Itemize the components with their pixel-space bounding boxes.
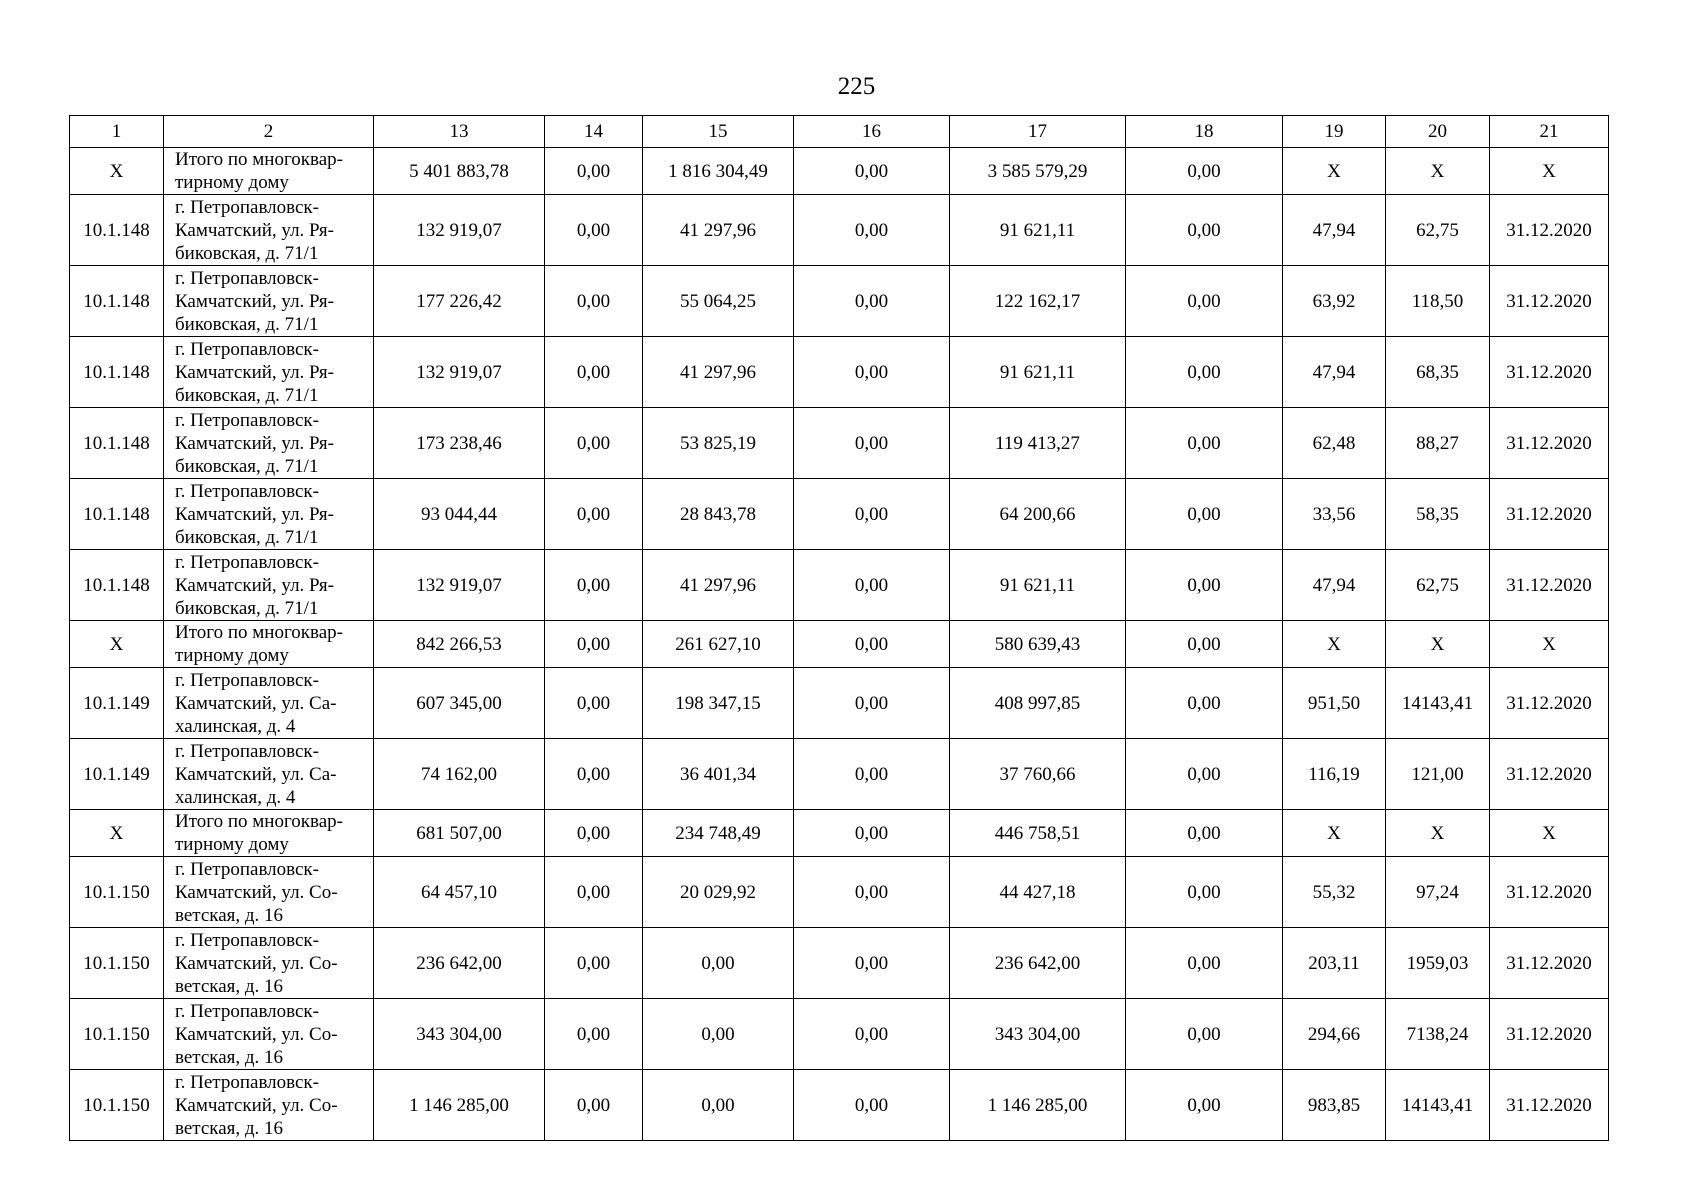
table-row bbox=[70, 337, 1609, 408]
cell-col-15: 41 297,96 bbox=[643, 550, 794, 621]
cell-number: 10.1.148 bbox=[70, 479, 164, 550]
cell-col-20: 62,75 bbox=[1386, 550, 1490, 621]
cell-col-18: 0,00 bbox=[1126, 857, 1283, 928]
cell-address: г. Петропавловск-Камчатский, ул. Ря-биковская, д. 71/1 bbox=[164, 479, 374, 550]
cell-col-15: 234 748,49 bbox=[643, 810, 794, 857]
cell-address: г. Петропавловск-Камчатский, ул. Ря-биковская, д. 71/1 bbox=[164, 337, 374, 408]
cell-col-14: 0,00 bbox=[545, 195, 643, 266]
cell-col-17: 44 427,18 bbox=[950, 857, 1126, 928]
cell-col-20: 121,00 bbox=[1386, 739, 1490, 810]
cell-col-16: 0,00 bbox=[794, 148, 950, 195]
total-row bbox=[70, 810, 1609, 857]
cell-col-17: 64 200,66 bbox=[950, 479, 1126, 550]
cell-col-15: 36 401,34 bbox=[643, 739, 794, 810]
table-row bbox=[70, 739, 1609, 810]
cell-col-14: 0,00 bbox=[545, 337, 643, 408]
cell-col-18: 0,00 bbox=[1126, 999, 1283, 1070]
cell-col-20: 88,27 bbox=[1386, 408, 1490, 479]
cell-col-19: X bbox=[1283, 148, 1386, 195]
cell-col-19: 983,85 bbox=[1283, 1070, 1386, 1141]
cell-col-20: 14143,41 bbox=[1386, 668, 1490, 739]
cell-col-19: 294,66 bbox=[1283, 999, 1386, 1070]
cell-number: X bbox=[70, 148, 164, 195]
cell-col-18: 0,00 bbox=[1126, 668, 1283, 739]
cell-col-20: 118,50 bbox=[1386, 266, 1490, 337]
table-header-row bbox=[70, 116, 1609, 148]
cell-col-15: 0,00 bbox=[643, 999, 794, 1070]
cell-col-20: 58,35 bbox=[1386, 479, 1490, 550]
cell-col-16: 0,00 bbox=[794, 408, 950, 479]
cell-col-15: 261 627,10 bbox=[643, 621, 794, 668]
header-cell: 20 bbox=[1386, 116, 1490, 148]
cell-col-14: 0,00 bbox=[545, 668, 643, 739]
cell-col-17: 236 642,00 bbox=[950, 928, 1126, 999]
cell-col-13: 681 507,00 bbox=[374, 810, 545, 857]
cell-col-20: 68,35 bbox=[1386, 337, 1490, 408]
cell-address: г. Петропавловск-Камчатский, ул. Ря-биковская, д. 71/1 bbox=[164, 550, 374, 621]
cell-col-17: 91 621,11 bbox=[950, 550, 1126, 621]
cell-col-14: 0,00 bbox=[545, 857, 643, 928]
cell-col-16: 0,00 bbox=[794, 266, 950, 337]
cell-col-21: 31.12.2020 bbox=[1490, 739, 1609, 810]
header-cell: 21 bbox=[1490, 116, 1609, 148]
cell-col-16: 0,00 bbox=[794, 621, 950, 668]
cell-number: 10.1.148 bbox=[70, 550, 164, 621]
cell-col-13: 74 162,00 bbox=[374, 739, 545, 810]
cell-number: 10.1.148 bbox=[70, 195, 164, 266]
cell-col-17: 408 997,85 bbox=[950, 668, 1126, 739]
total-row bbox=[70, 148, 1609, 195]
cell-col-14: 0,00 bbox=[545, 1070, 643, 1141]
cell-number: X bbox=[70, 621, 164, 668]
cell-address: г. Петропавловск-Камчатский, ул. Со-ветская, д. 16 bbox=[164, 1070, 374, 1141]
cell-col-13: 1 146 285,00 bbox=[374, 1070, 545, 1141]
table-body bbox=[70, 116, 1609, 1141]
cell-number: 10.1.148 bbox=[70, 266, 164, 337]
cell-address: Итого по многоквар-тирному дому bbox=[164, 810, 374, 857]
cell-col-21: 31.12.2020 bbox=[1490, 999, 1609, 1070]
cell-number: 10.1.150 bbox=[70, 857, 164, 928]
cell-col-16: 0,00 bbox=[794, 668, 950, 739]
cell-col-17: 3 585 579,29 bbox=[950, 148, 1126, 195]
cell-col-17: 37 760,66 bbox=[950, 739, 1126, 810]
cell-address: Итого по многоквар-тирному дому bbox=[164, 148, 374, 195]
cell-col-20: 14143,41 bbox=[1386, 1070, 1490, 1141]
page-number: 225 bbox=[837, 73, 876, 100]
cell-col-18: 0,00 bbox=[1126, 621, 1283, 668]
cell-col-20: X bbox=[1386, 148, 1490, 195]
cell-col-14: 0,00 bbox=[545, 999, 643, 1070]
cell-col-21: 31.12.2020 bbox=[1490, 857, 1609, 928]
cell-col-20: 7138,24 bbox=[1386, 999, 1490, 1070]
table-row bbox=[70, 857, 1609, 928]
cell-col-21: 31.12.2020 bbox=[1490, 266, 1609, 337]
cell-col-21: X bbox=[1490, 621, 1609, 668]
cell-col-18: 0,00 bbox=[1126, 408, 1283, 479]
cell-col-13: 842 266,53 bbox=[374, 621, 545, 668]
cell-number: 10.1.149 bbox=[70, 668, 164, 739]
cell-col-16: 0,00 bbox=[794, 337, 950, 408]
cell-address: г. Петропавловск-Камчатский, ул. Со-ветская, д. 16 bbox=[164, 928, 374, 999]
cell-col-21: 31.12.2020 bbox=[1490, 1070, 1609, 1141]
cell-col-18: 0,00 bbox=[1126, 810, 1283, 857]
cell-col-18: 0,00 bbox=[1126, 337, 1283, 408]
cell-col-15: 41 297,96 bbox=[643, 195, 794, 266]
cell-address: г. Петропавловск-Камчатский, ул. Са-халинская, д. 4 bbox=[164, 668, 374, 739]
cell-col-14: 0,00 bbox=[545, 148, 643, 195]
cell-col-14: 0,00 bbox=[545, 928, 643, 999]
cell-col-17: 580 639,43 bbox=[950, 621, 1126, 668]
cell-col-16: 0,00 bbox=[794, 999, 950, 1070]
cell-col-18: 0,00 bbox=[1126, 550, 1283, 621]
cell-address: г. Петропавловск-Камчатский, ул. Ря-биковская, д. 71/1 bbox=[164, 195, 374, 266]
cell-col-18: 0,00 bbox=[1126, 739, 1283, 810]
cell-col-19: 33,56 bbox=[1283, 479, 1386, 550]
cell-col-16: 0,00 bbox=[794, 195, 950, 266]
table-row bbox=[70, 550, 1609, 621]
header-cell: 19 bbox=[1283, 116, 1386, 148]
table-row bbox=[70, 195, 1609, 266]
header-cell: 13 bbox=[374, 116, 545, 148]
cell-col-19: 951,50 bbox=[1283, 668, 1386, 739]
cell-col-21: 31.12.2020 bbox=[1490, 928, 1609, 999]
cell-number: 10.1.148 bbox=[70, 337, 164, 408]
cell-col-21: 31.12.2020 bbox=[1490, 668, 1609, 739]
cell-col-18: 0,00 bbox=[1126, 148, 1283, 195]
cell-col-20: 1959,03 bbox=[1386, 928, 1490, 999]
cell-col-15: 198 347,15 bbox=[643, 668, 794, 739]
header-cell: 1 bbox=[70, 116, 164, 148]
cell-number: 10.1.150 bbox=[70, 1070, 164, 1141]
table-row bbox=[70, 479, 1609, 550]
table-row bbox=[70, 999, 1609, 1070]
header-cell: 2 bbox=[164, 116, 374, 148]
cell-col-14: 0,00 bbox=[545, 810, 643, 857]
cell-col-14: 0,00 bbox=[545, 408, 643, 479]
cell-col-13: 5 401 883,78 bbox=[374, 148, 545, 195]
cell-col-18: 0,00 bbox=[1126, 479, 1283, 550]
cell-number: 10.1.150 bbox=[70, 999, 164, 1070]
header-cell: 16 bbox=[794, 116, 950, 148]
cell-col-20: X bbox=[1386, 621, 1490, 668]
header-cell: 14 bbox=[545, 116, 643, 148]
cell-col-16: 0,00 bbox=[794, 810, 950, 857]
cell-col-21: 31.12.2020 bbox=[1490, 479, 1609, 550]
cell-address: г. Петропавловск-Камчатский, ул. Со-ветская, д. 16 bbox=[164, 857, 374, 928]
cell-col-20: 62,75 bbox=[1386, 195, 1490, 266]
cell-col-13: 132 919,07 bbox=[374, 195, 545, 266]
cell-col-17: 343 304,00 bbox=[950, 999, 1126, 1070]
cell-col-20: 97,24 bbox=[1386, 857, 1490, 928]
cell-col-13: 607 345,00 bbox=[374, 668, 545, 739]
cell-col-15: 0,00 bbox=[643, 928, 794, 999]
cell-col-13: 177 226,42 bbox=[374, 266, 545, 337]
cell-col-19: 62,48 bbox=[1283, 408, 1386, 479]
cell-col-21: 31.12.2020 bbox=[1490, 408, 1609, 479]
cell-col-15: 41 297,96 bbox=[643, 337, 794, 408]
cell-col-14: 0,00 bbox=[545, 739, 643, 810]
cell-col-19: 47,94 bbox=[1283, 550, 1386, 621]
cell-col-16: 0,00 bbox=[794, 550, 950, 621]
cell-col-16: 0,00 bbox=[794, 857, 950, 928]
cell-col-18: 0,00 bbox=[1126, 1070, 1283, 1141]
cell-col-15: 53 825,19 bbox=[643, 408, 794, 479]
cell-col-21: 31.12.2020 bbox=[1490, 550, 1609, 621]
cell-col-18: 0,00 bbox=[1126, 266, 1283, 337]
cell-address: г. Петропавловск-Камчатский, ул. Ря-биковская, д. 71/1 bbox=[164, 408, 374, 479]
cell-col-13: 236 642,00 bbox=[374, 928, 545, 999]
cell-col-19: 55,32 bbox=[1283, 857, 1386, 928]
cell-col-17: 1 146 285,00 bbox=[950, 1070, 1126, 1141]
cell-col-16: 0,00 bbox=[794, 928, 950, 999]
cell-col-16: 0,00 bbox=[794, 479, 950, 550]
cell-col-19: 116,19 bbox=[1283, 739, 1386, 810]
cell-col-19: X bbox=[1283, 621, 1386, 668]
cell-col-15: 20 029,92 bbox=[643, 857, 794, 928]
cell-col-21: X bbox=[1490, 148, 1609, 195]
cell-col-18: 0,00 bbox=[1126, 928, 1283, 999]
cell-col-19: X bbox=[1283, 810, 1386, 857]
cell-number: 10.1.149 bbox=[70, 739, 164, 810]
cell-number: X bbox=[70, 810, 164, 857]
cell-col-14: 0,00 bbox=[545, 479, 643, 550]
cell-col-15: 55 064,25 bbox=[643, 266, 794, 337]
cell-col-14: 0,00 bbox=[545, 621, 643, 668]
cell-col-19: 63,92 bbox=[1283, 266, 1386, 337]
cell-col-21: X bbox=[1490, 810, 1609, 857]
cell-col-21: 31.12.2020 bbox=[1490, 195, 1609, 266]
cell-col-14: 0,00 bbox=[545, 266, 643, 337]
cell-col-15: 28 843,78 bbox=[643, 479, 794, 550]
cell-address: г. Петропавловск-Камчатский, ул. Са-халинская, д. 4 bbox=[164, 739, 374, 810]
cell-col-13: 132 919,07 bbox=[374, 337, 545, 408]
cell-col-13: 343 304,00 bbox=[374, 999, 545, 1070]
table-row bbox=[70, 266, 1609, 337]
cell-col-19: 47,94 bbox=[1283, 195, 1386, 266]
cell-address: Итого по многоквар-тирному дому bbox=[164, 621, 374, 668]
cell-col-13: 93 044,44 bbox=[374, 479, 545, 550]
header-cell: 18 bbox=[1126, 116, 1283, 148]
cell-col-18: 0,00 bbox=[1126, 195, 1283, 266]
table-row bbox=[70, 408, 1609, 479]
cell-number: 10.1.148 bbox=[70, 408, 164, 479]
cell-address: г. Петропавловск-Камчатский, ул. Со-ветская, д. 16 bbox=[164, 999, 374, 1070]
cell-col-17: 91 621,11 bbox=[950, 337, 1126, 408]
cell-col-19: 47,94 bbox=[1283, 337, 1386, 408]
cell-col-16: 0,00 bbox=[794, 739, 950, 810]
header-cell: 17 bbox=[950, 116, 1126, 148]
cell-col-16: 0,00 bbox=[794, 1070, 950, 1141]
total-row bbox=[70, 621, 1609, 668]
cell-col-15: 0,00 bbox=[643, 1070, 794, 1141]
table-row bbox=[70, 668, 1609, 739]
cell-col-13: 64 457,10 bbox=[374, 857, 545, 928]
header-cell: 15 bbox=[643, 116, 794, 148]
cell-col-15: 1 816 304,49 bbox=[643, 148, 794, 195]
cell-col-17: 446 758,51 bbox=[950, 810, 1126, 857]
cell-col-20: X bbox=[1386, 810, 1490, 857]
cell-col-13: 173 238,46 bbox=[374, 408, 545, 479]
cell-col-19: 203,11 bbox=[1283, 928, 1386, 999]
cell-col-17: 122 162,17 bbox=[950, 266, 1126, 337]
cell-col-13: 132 919,07 bbox=[374, 550, 545, 621]
data-table bbox=[69, 115, 1609, 1141]
table-row bbox=[70, 928, 1609, 999]
cell-address: г. Петропавловск-Камчатский, ул. Ря-биковская, д. 71/1 bbox=[164, 266, 374, 337]
cell-number: 10.1.150 bbox=[70, 928, 164, 999]
table-row bbox=[70, 1070, 1609, 1141]
cell-col-17: 119 413,27 bbox=[950, 408, 1126, 479]
cell-col-14: 0,00 bbox=[545, 550, 643, 621]
cell-col-21: 31.12.2020 bbox=[1490, 337, 1609, 408]
cell-col-17: 91 621,11 bbox=[950, 195, 1126, 266]
